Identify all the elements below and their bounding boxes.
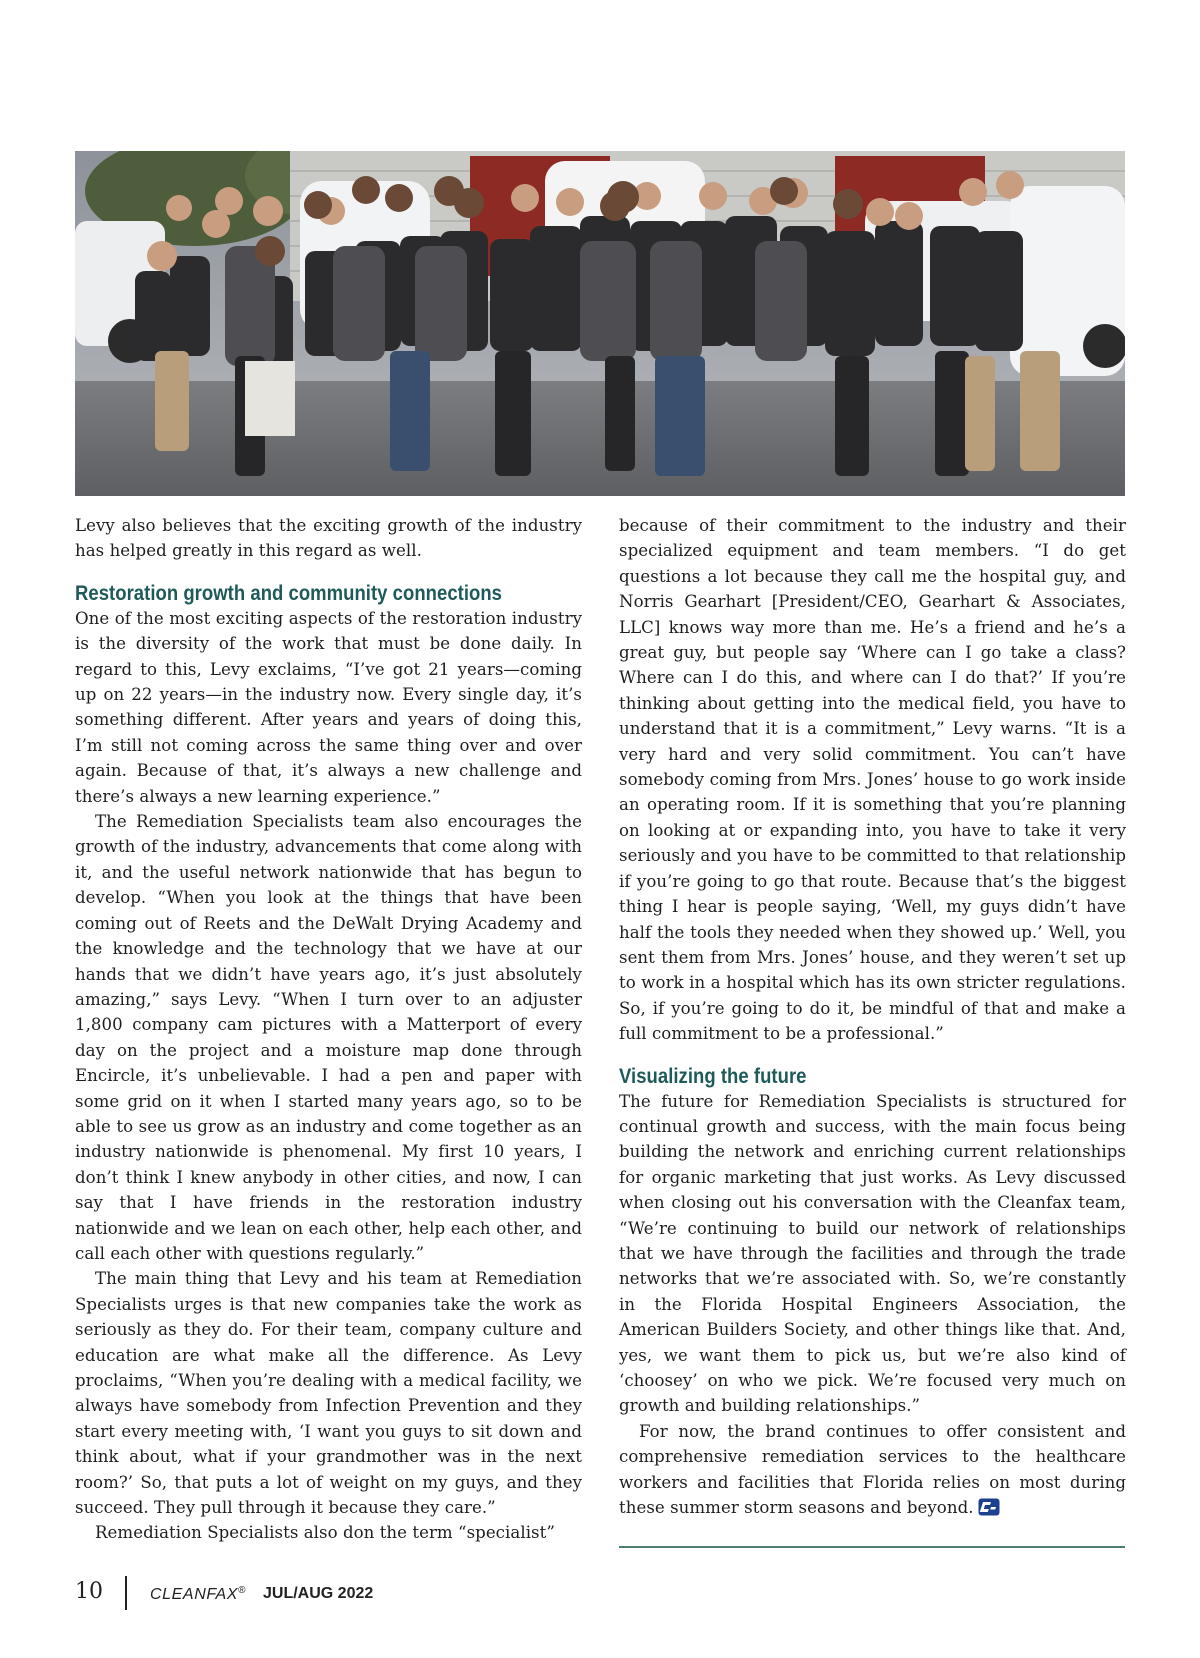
- body-paragraph: One of the most exciting aspects of the restoration industry is the diversity of the work that must be done daily. In regard to this, Levy exclaims, “I’ve got 21 years—coming up on 22 years—in the industry now. Every single day, it’s something different. After years and years of doing this, I’m still not coming across the same thing over and over again. Because of that, it’s always a new challenge and there’s always a new learning experience.”: [75, 608, 582, 806]
- body-paragraph: Remediation Specialists also don the term “specialist”: [95, 1523, 555, 1543]
- right-column: [619, 513, 1126, 1520]
- closing-paragraph-text: For now, the brand continues to offer consistent and comprehensive remediation services to the healthcare workers and facilities that Florida relies on most during these summer storm seasons and beyond.: [619, 1421, 1126, 1518]
- article-end-rule: [619, 1546, 1125, 1548]
- closing-paragraph: [619, 1419, 1126, 1521]
- footer-divider: [125, 1576, 127, 1610]
- section-heading-visualizing-future: Visualizing the future: [619, 1064, 807, 1088]
- group-photo-illustration: [75, 151, 1125, 496]
- body-paragraph: The main thing that Levy and his team at Remediation Specialists urges is that new companies take the work as seriously as they do. For their team, company culture and education are what make all the difference. As Levy proclaims, “When you’re dealing with a medical facility, we always have somebody from Infection Prevention and they start every meeting with, ‘I want you guys to sit down and think about, what if your grandmother was in the next room?’ So, that puts a lot of weight on my guys, and they succeed. They pull through it because they care.”: [75, 1269, 582, 1518]
- team-group-photo: [75, 151, 1125, 496]
- right-intro-paragraph: because of their commitment to the industry and their specialized equipment and team members. “I do get questions a lot because they call me the hospital guy, and Norris Gearhart [President/CEO, Gearhart & Associates, LLC] knows way more than me. He’s a friend and he’s a great guy, but people say ‘Where can I go take a class? Where can I do this, and where can I do that?’ If you’re thinking about getting into the medical field, you have to understand that it is a commitment,” Levy warns. “It is a very hard and very solid commitment. You can’t have somebody coming from Mrs. Jones’ house to go work inside an operating room. If it is something that you’re planning on looking at or expanding into, you have to take it very seriously and you have to be committed to that relationship if you’re going to go that route. Because that’s the biggest thing I hear is people saying, ‘Well, my guys didn’t have half the tools they needed when they showed up.’ Well, you sent them from Mrs. Jones’ house, and they weren’t set up to work in a hospital which has its own stricter regulations. So, if you’re going to do it, be mindful of that and make a full commitment to be a professional.”: [619, 516, 1126, 1044]
- magazine-name: [150, 1585, 246, 1604]
- issue-date: JUL/AUG 2022: [263, 1585, 374, 1602]
- body-paragraph: The future for Remediation Specialists is structured for continual growth and success, with the main focus being building the network and enriching current relationships for organic marketing that just works. As Levy discussed when closing out his conversation with the Cleanfax team, “We’re continuing to build our network of relationships that we have through the facilities and through the trade networks that we’re associated with. So, we’re constantly in the Florida Hospital Engineers Association, the American Builders Society, and other things like that. And, yes, we want them to pick us, but we’re also kind of ‘choosey’ on who we pick. We’re focused very much on growth and building relationships.”: [619, 1091, 1126, 1416]
- page-number: 10: [75, 1579, 103, 1604]
- cleanfax-end-mark-icon: [978, 1498, 1000, 1516]
- registered-mark: ®: [238, 1585, 247, 1596]
- left-column: [75, 513, 582, 1546]
- magazine-name-text: CLEANFAX: [150, 1586, 239, 1603]
- section-heading-restoration-growth: Restoration growth and community connections: [75, 581, 503, 605]
- body-paragraph: The Remediation Specialists team also encourages the growth of the industry, advancements that come along with it, and the useful network nationwide that has begun to develop. “When you look at the things that have been coming out of Reets and the DeWalt Drying Academy and the knowledge and the technology that we have at our hands that we didn’t have years ago, it’s just absolutely amazing,” says Levy. “When I turn over to an adjuster 1,800 company cam pictures with a Matterport of every day on the project and a moisture map done through Encircle, it’s unbelievable. I had a pen and paper with some grid on it when I started many years ago, so to be able to see us grow as an industry and come together as an industry nationwide is phenomenal. My first 10 years, I don’t think I knew anybody in other cities, and now, I can say that I have friends in the restoration industry nationwide and we lean on each other, help each other, and call each other with questions regularly.”: [75, 812, 582, 1263]
- left-intro-paragraph: Levy also believes that the exciting growth of the industry has helped greatly in this regard as well.: [75, 516, 582, 561]
